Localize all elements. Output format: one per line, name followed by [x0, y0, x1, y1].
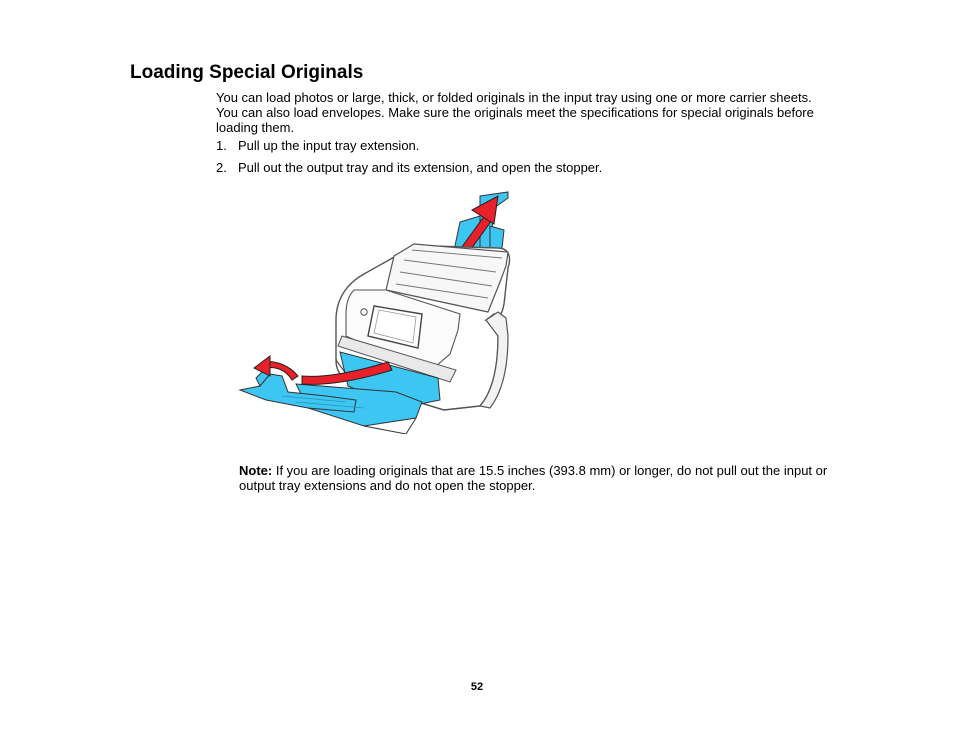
step-number: 1.	[216, 138, 227, 153]
step-item	[216, 160, 602, 175]
intro-paragraph: You can load photos or large, thick, or folded originals in the input tray using one or more carrier sheets. You can also load envelopes. Make sure the originals meet the specifications for special originals before loading them.	[216, 90, 814, 135]
step-number: 2.	[216, 160, 227, 175]
step-text: Pull up the input tray extension.	[238, 138, 420, 153]
note-paragraph	[239, 463, 829, 493]
step-text: Pull out the output tray and its extension, and open the stopper.	[238, 160, 603, 175]
page-number: 52	[470, 681, 484, 693]
step-item	[216, 138, 602, 153]
steps-list	[216, 138, 602, 182]
note-text: If you are loading originals that are 15.5 inches (393.8 mm) or longer, do not pull out the input or output tray extensions and do not open the stopper.	[239, 463, 828, 493]
note-label: Note:	[239, 463, 273, 478]
section-title: Loading Special Originals	[130, 62, 364, 83]
scanner-illustration-svg	[236, 186, 526, 434]
scanner-tray-extensions-illustration	[236, 186, 526, 434]
